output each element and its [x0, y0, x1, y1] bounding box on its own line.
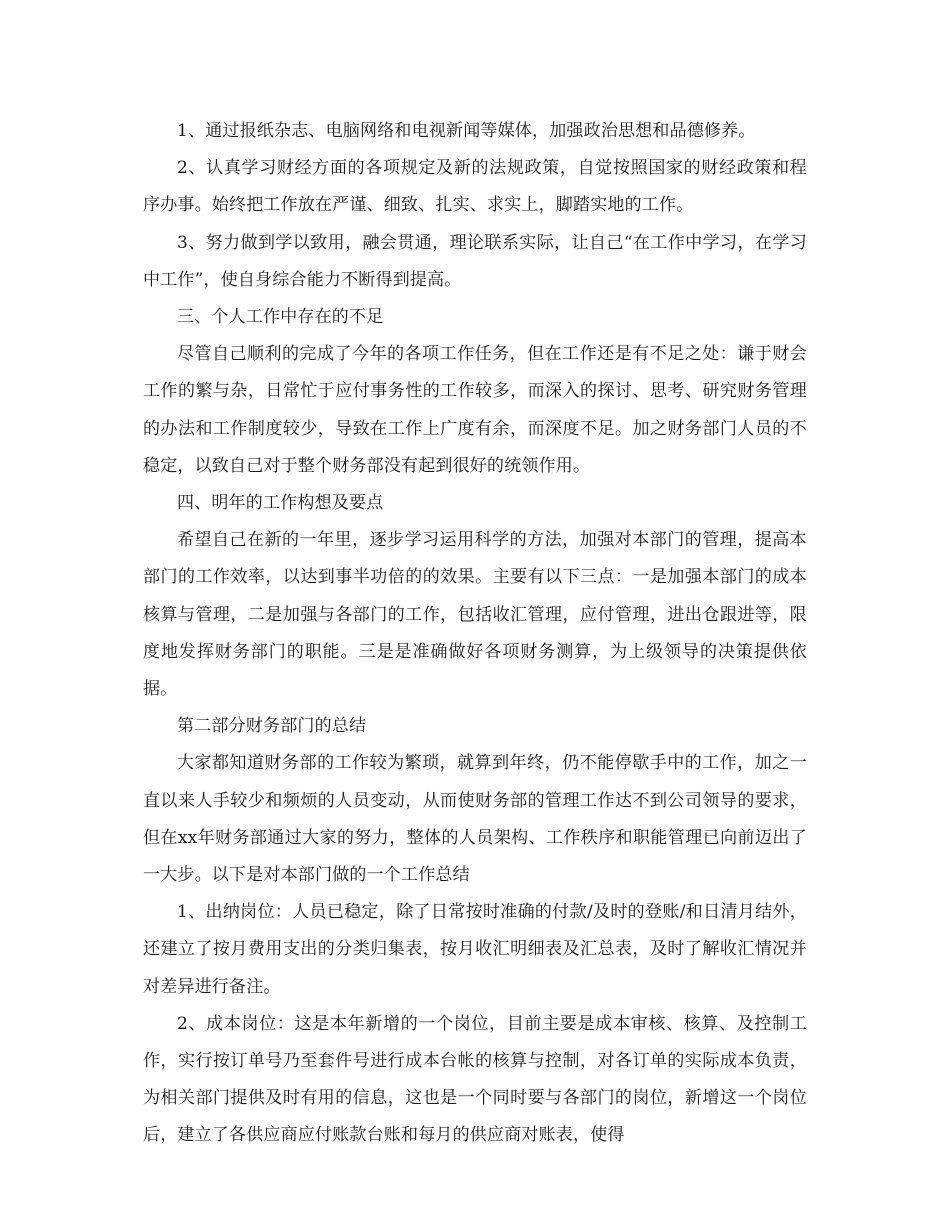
paragraph-3: 3、努力做到学以致用，融会贯通，理论联系实际，让自己“在工作中学习，在学习中工作”，使自身综合能力不断得到提高。 — [143, 232, 807, 290]
paragraph-1: 1、通过报纸杂志、电脑网络和电视新闻等媒体，加强政治思想和品德修养。 — [177, 121, 756, 141]
part-heading-2: 第二部分财务部门的总结 — [177, 716, 367, 737]
paragraph-7: 1、出纳岗位：人员已稳定，除了日常按时准确的付款/及时的登账/和日清月结外，还建立了按月费用支出的分类归集表，按月收汇明细表及汇总表，及时了解收汇情况并对差异进行备注。 — [143, 902, 807, 997]
document-body — [143, 113, 807, 1155]
paragraph-4: 尽管自己顺利的完成了今年的各项工作任务，但在工作还是有不足之处：谦于财会工作的繁与杂，日常忙于应付事务性的工作较多，而深入的探讨、思考、研究财务管理的办法和工作制度较少，导致在工作上广度有余，而深度不足。加之财务部门人员的不稳定，以致自己对于整个财务部没有起到很好的统领作用。 — [143, 344, 807, 476]
paragraph-6: 大家都知道财务部的工作较为繁琐，就算到年终，仍不能停歇手中的工作，加之一直以来人手较少和频烦的人员变动，从而使财务部的管理工作达不到公司领导的要求，但在xx年财务部通过大家的努力，整体的人员架构、工作秩序和职能管理已向前迈出了一大步。以下是对本部门做的一个工作总结 — [143, 753, 807, 886]
paragraph-5: 希望自己在新的一年里，逐步学习运用科学的方法，加强对本部门的管理，提高本部门的工作效率，以达到事半功倍的的效果。主要有以下三点：一是加强本部门的成本核算与管理，二是加强与各部门的工作，包括收汇管理，应付管理，进出仓跟进等，限度地发挥财务部门的职能。三是是准确做好各项财务测算，为上级领导的决策提供依据。 — [143, 530, 807, 700]
section-heading-4: 四、明年的工作构想及要点 — [177, 493, 384, 514]
paragraph-2: 2、认真学习财经方面的各项规定及新的法规政策，自觉按照国家的财经政策和程序办事。始终把工作放在严谨、细致、扎实、求实上，脚踏实地的工作。 — [143, 158, 807, 216]
paragraph-8: 2、成本岗位：这是本年新增的一个岗位，目前主要是成本审核、核算、及控制工作，实行按订单号乃至套件号进行成本台帐的核算与控制，对各订单的实际成本负责，为相关部门提供及时有用的信息，这也是一个同时要与各部门的岗位，新增这一个岗位后，建立了各供应商应付账款台账和每月的供应商对账表，使得 — [143, 1013, 807, 1146]
section-heading-3: 三、个人工作中存在的不足 — [177, 307, 384, 328]
